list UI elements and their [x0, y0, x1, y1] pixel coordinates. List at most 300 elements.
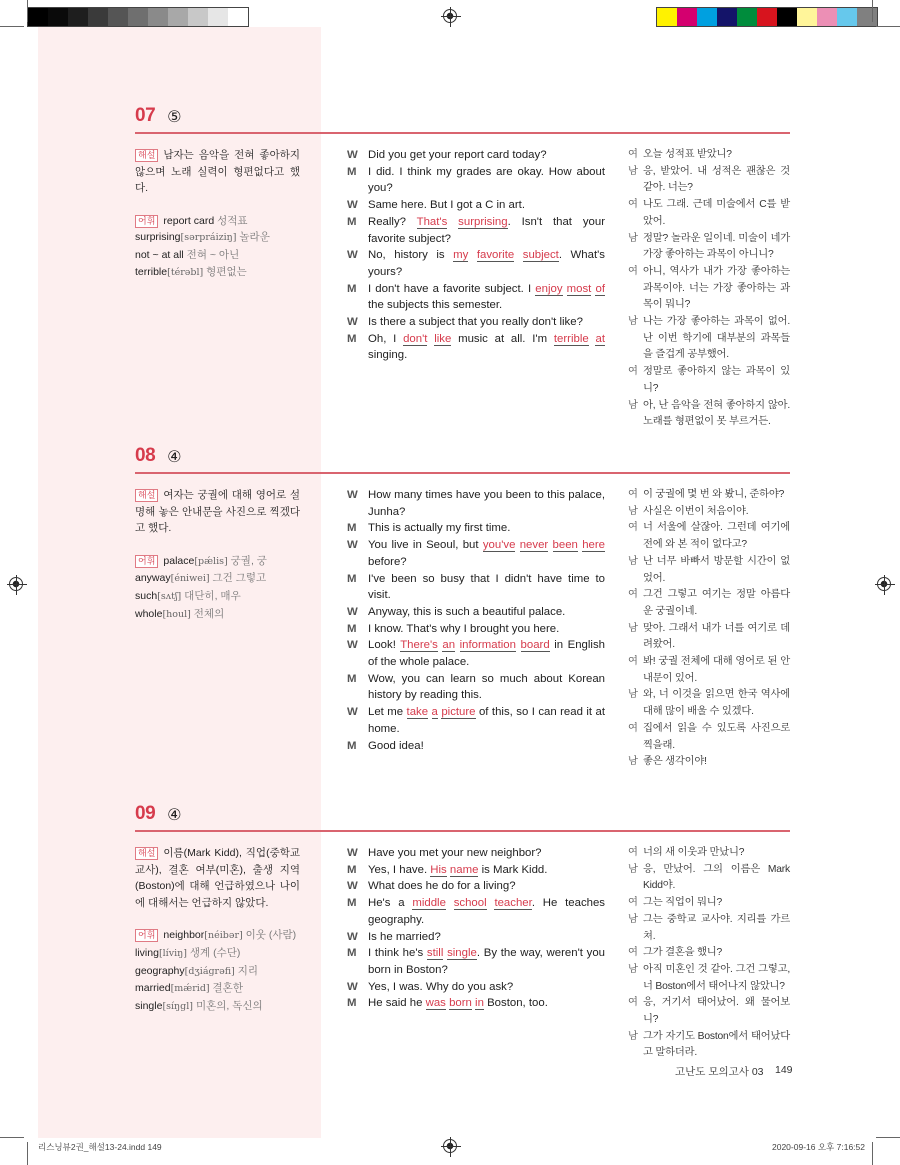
dialogue-line [347, 571, 605, 604]
crop-mark [872, 0, 873, 22]
dialogue-line [347, 147, 605, 164]
translation-text: 정말? 놀라운 일이네. 미술이 네가 가장 좋아하는 과목이 아니니? [643, 232, 790, 261]
translation-line [628, 895, 790, 912]
slug-filename: 리스닝뷰2권_해설13-24.indd 149 [38, 1142, 162, 1152]
speaker-label: M [347, 572, 357, 585]
speaker-label: 남 [628, 689, 638, 701]
translation-line [628, 962, 790, 995]
explanation [135, 487, 300, 537]
vocab-tag: 어휘 [135, 555, 158, 568]
dialogue-fragment: of this, so I can read it at home. [368, 706, 606, 735]
explanation-tag: 해설 [135, 847, 158, 860]
translation-line [628, 945, 790, 962]
translation-text: 정말로 좋아하지 않는 과목이 있니? [643, 366, 790, 394]
translation-text: 그건 그렇고 여기는 정말 아름다운 궁궐이네. [643, 589, 790, 617]
speaker-label: M [347, 165, 357, 178]
section-header [135, 105, 790, 134]
dialogue-fragment: Oh, I [368, 332, 404, 345]
color-swatch [28, 8, 48, 26]
key-phrase: my [453, 249, 469, 262]
dialogue-text [368, 704, 605, 737]
slug-date: 2020-09-16 오후 7:16:52 [772, 1142, 865, 1152]
translation-text: 그는 직업이 뭐니? [643, 897, 723, 909]
dialogue-line [347, 331, 605, 364]
dialogue-fragment: Boston, too. [483, 997, 548, 1010]
translation-text: 맞아. 그래서 내가 너를 여기로 데려왔어. [643, 622, 790, 651]
speaker-label: 남 [628, 232, 638, 244]
translation-line [628, 314, 790, 364]
key-phrase: here [582, 539, 605, 552]
translation-text: 아니, 역사가 내가 가장 좋아하는 과목이야. 너는 가장 좋아하는 과목이 뭐니? [643, 265, 790, 311]
speaker-label: M [347, 863, 357, 876]
translation-line [628, 845, 790, 862]
speaker-label: W [347, 199, 358, 212]
crop-mark [0, 26, 24, 27]
vocab-word: such [135, 589, 158, 602]
speaker-label: W [347, 639, 358, 652]
dialogue-fragment: Look! [368, 639, 401, 652]
dialogue-fragment: . By the way, weren't you born in Boston? [368, 947, 605, 976]
question-number: 07 [135, 105, 156, 126]
vocab-word: surprising [135, 231, 181, 244]
key-phrase: an [442, 639, 456, 652]
speaker-label: 여 [628, 149, 638, 160]
dialogue-text [368, 571, 605, 604]
crop-mark [872, 1142, 873, 1165]
color-swatch [697, 8, 717, 26]
translation-text: 나도 그래. 근데 미술에서 C를 받았어. [643, 199, 790, 227]
translation-line [628, 231, 790, 264]
vocab-item [135, 963, 300, 981]
speaker-label: 여 [628, 522, 638, 534]
speaker-label: 남 [628, 316, 638, 328]
key-phrase: There's [400, 639, 438, 652]
vocab-pronunciation: [sərpráiziŋ] [180, 232, 237, 244]
color-swatch [68, 8, 88, 26]
dialogue-fragment: He's a [368, 897, 413, 910]
key-phrase: subject [522, 249, 559, 262]
key-phrase: like [434, 332, 452, 345]
dialogue-text [368, 845, 605, 862]
translation-text: 아, 난 음악을 전혀 좋아하지 않아. 노래를 형편없이 못 부르거든. [643, 399, 790, 428]
section-header [135, 445, 790, 474]
speaker-label: M [347, 522, 357, 535]
speaker-label: 남 [628, 963, 638, 975]
speaker-label: W [347, 605, 358, 618]
speaker-label: W [347, 249, 358, 262]
dialogue-fragment: This is actually my first time. [368, 522, 511, 535]
translation-text: 그는 중학교 교사야. 지리를 가르쳐. [643, 913, 790, 942]
translation-text: 집에서 읽을 수 있도록 사진으로 찍을래. [643, 722, 790, 751]
speaker-label: M [347, 997, 357, 1010]
color-swatch [857, 8, 877, 26]
answer-choice: ④ [167, 807, 182, 824]
dialogue-text [368, 331, 605, 364]
vocab-meaning: 놀라운 [239, 231, 270, 244]
translation-line [628, 1029, 790, 1062]
color-swatch [48, 8, 68, 26]
speaker-label: 여 [628, 199, 638, 211]
vocab-meaning: 미혼의, 독신의 [195, 999, 263, 1012]
speaker-label: 여 [628, 847, 638, 858]
dialogue-fragment: He said he [368, 997, 426, 1010]
vocab-item [135, 247, 300, 264]
vocab-item [135, 213, 300, 230]
key-phrase: don't [403, 332, 428, 345]
speaker-label: 여 [628, 589, 638, 601]
crop-mark [27, 1142, 28, 1165]
vocab-word: anyway [135, 572, 171, 585]
dialogue-fragment [516, 639, 521, 651]
dialogue-text [368, 738, 605, 755]
speaker-label: M [347, 897, 357, 910]
speaker-label: 남 [628, 555, 638, 567]
dialogue-fragment: Did you get your report card today? [368, 149, 547, 161]
color-swatch [108, 8, 128, 26]
vocab-item [135, 998, 300, 1016]
speaker-label: 여 [628, 947, 638, 959]
vocab-word: single [135, 999, 163, 1012]
color-swatch [717, 8, 737, 26]
translation-line [628, 398, 790, 431]
vocab-pronunciation: [síŋgl] [162, 1000, 194, 1012]
dialogue-text [368, 214, 605, 247]
vocab-list [135, 213, 300, 281]
translation-line [628, 197, 790, 230]
translation-text: 이 궁궐에 몇 번 와 봤니, 준하야? [643, 489, 785, 500]
vocab-word: living [135, 946, 159, 959]
dialogue-line [347, 197, 605, 214]
vocab-pronunciation: [térəbl] [167, 266, 204, 278]
dialogue-fragment: You live in Seoul, but [368, 539, 483, 552]
color-swatch [188, 8, 208, 26]
vocab-item [135, 588, 300, 606]
vocab-meaning: 형편없는 [206, 265, 247, 278]
dialogue-text [368, 895, 605, 928]
speaker-label: 남 [628, 399, 638, 411]
translation-line [628, 554, 790, 587]
explanation-tag: 해설 [135, 489, 158, 502]
translation-line [628, 264, 790, 314]
translation-text: 너의 새 이웃과 만났니? [643, 847, 745, 858]
dialogue-text [368, 281, 605, 314]
speaker-label: W [347, 930, 358, 943]
dialogue-text [368, 637, 605, 670]
dialogue-line [347, 314, 605, 331]
speaker-label: 남 [628, 622, 638, 634]
speaker-label: W [347, 847, 358, 859]
dialogue-fragment: Same here. But I got a C in art. [368, 199, 526, 212]
translation-line [628, 487, 790, 504]
vocab-word: neighbor [163, 929, 205, 942]
dialogue-fragment: Really? [368, 215, 417, 228]
translation-line [628, 721, 790, 754]
speaker-label: W [347, 316, 358, 329]
vocab-meaning: 생계 (수단) [189, 946, 241, 959]
speaker-label: 남 [628, 913, 638, 925]
translation-text: 응, 받았어. 내 성적은 괜찮은 것 같아. 너는? [643, 165, 790, 194]
dialogue-fragment: I did. I think my grades are okay. How about you? [368, 165, 605, 195]
color-swatch [208, 8, 228, 26]
vocab-item [135, 570, 300, 588]
translation-line [628, 587, 790, 620]
question-number: 08 [135, 445, 156, 466]
key-phrase: never [519, 539, 549, 552]
vocab-meaning: 성적표 [217, 214, 248, 227]
dialogue-script [347, 845, 605, 1012]
dialogue-line [347, 621, 605, 638]
dialogue-line [347, 281, 605, 314]
dialogue-text [368, 247, 605, 280]
key-phrase: middle [412, 897, 446, 910]
dialogue-fragment: is Mark Kidd. [478, 863, 548, 876]
dialogue-fragment: Have you met your new neighbor? [368, 847, 542, 859]
color-swatch [88, 8, 108, 26]
color-swatch [657, 8, 677, 26]
translation-column [628, 487, 790, 771]
speaker-label: M [347, 622, 357, 635]
key-phrase: That's [416, 215, 448, 228]
registration-mark-icon [443, 9, 457, 23]
vocab-pronunciation: [dʒiágrəfi] [184, 965, 235, 977]
question-section [135, 803, 790, 1059]
key-phrase: information [459, 639, 516, 652]
speaker-label: M [347, 947, 357, 960]
translation-line [628, 754, 790, 771]
answer-choice: ④ [167, 449, 182, 466]
key-phrase: favorite [476, 249, 515, 262]
vocab-meaning: 전혀 ~ 아닌 [186, 248, 240, 261]
dialogue-text [368, 945, 605, 978]
color-swatch [737, 8, 757, 26]
vocab-word: palace [163, 554, 195, 567]
translation-line [628, 504, 790, 521]
dialogue-fragment: How many times have you been to this palace, Junha? [368, 489, 605, 518]
explanation-text: 여자는 궁궐에 대해 영어로 설명해 놓은 안내문을 사진으로 찍겠다고 했다. [135, 489, 300, 535]
dialogue-line [347, 214, 605, 247]
color-swatch [168, 8, 188, 26]
question-section [135, 445, 790, 768]
dialogue-text [368, 604, 605, 621]
vocab-item [135, 927, 300, 945]
translation-text: 응, 거기서 태어났어. 왜 물어보니? [643, 997, 790, 1026]
vocab-item [135, 980, 300, 998]
dialogue-line [347, 520, 605, 537]
vocab-meaning: 지리 [237, 964, 258, 977]
dialogue-line [347, 895, 605, 928]
vocab-pronunciation: [éniwei] [170, 573, 210, 585]
dialogue-line [347, 995, 605, 1012]
explanation-column [135, 845, 300, 1015]
dialogue-line [347, 247, 605, 280]
dialogue-fragment: in English of the whole palace. [368, 639, 605, 669]
dialogue-fragment: I don't have a favorite subject. I [368, 282, 536, 295]
speaker-label: W [347, 980, 358, 993]
speaker-label: 여 [628, 722, 638, 734]
grayscale-color-bar [27, 7, 249, 27]
color-swatch [757, 8, 777, 26]
explanation-text: 남자는 음악을 전혀 좋아하지 않으며 노래 실력이 형편없다고 했다. [135, 149, 300, 195]
vocab-word: report card [163, 214, 215, 227]
color-swatch [797, 8, 817, 26]
vocab-word: not ~ at all [135, 248, 184, 261]
dialogue-line [347, 738, 605, 755]
translation-line [628, 164, 790, 197]
vocab-tag: 어휘 [135, 215, 158, 228]
dialogue-fragment: Good idea! [368, 739, 424, 752]
speaker-label: 여 [628, 366, 638, 378]
translation-line [628, 995, 790, 1028]
key-phrase: still [426, 947, 444, 960]
translation-text: 그가 자기도 Boston에서 태어났다고 말하더라. [643, 1030, 790, 1059]
dialogue-line [347, 878, 605, 895]
color-swatch [777, 8, 797, 26]
dialogue-fragment [468, 249, 477, 261]
section-header [135, 803, 790, 832]
speaker-label: 남 [628, 1030, 638, 1042]
dialogue-text [368, 314, 605, 331]
vocab-tag: 어휘 [135, 929, 158, 942]
explanation-tag: 해설 [135, 149, 158, 162]
key-phrase: terrible [553, 332, 589, 345]
dialogue-text [368, 197, 605, 214]
dialogue-fragment: Wow, you can learn so much about Korean history by reading this. [368, 672, 605, 702]
key-phrase: board [520, 639, 550, 652]
translation-text: 아직 미혼인 것 같아. 그건 그렇고, 너 Boston에서 태어나지 않았니? [643, 963, 790, 992]
dialogue-line [347, 704, 605, 737]
speaker-label: 여 [628, 489, 638, 500]
speaker-label: 여 [628, 997, 638, 1009]
dialogue-text [368, 487, 605, 520]
dialogue-script [347, 487, 605, 754]
key-phrase: single [447, 947, 477, 960]
translation-text: 너 서울에 살잖아. 그런데 여기에 전에 와 본 적이 없다고? [643, 522, 790, 551]
dialogue-line [347, 845, 605, 862]
translation-text: 사실은 이번이 처음이야. [643, 505, 749, 517]
dialogue-fragment: Let me [368, 706, 407, 719]
translation-text: 오늘 성적표 받았니? [643, 149, 732, 160]
dialogue-fragment [447, 216, 458, 228]
translation-text: 나는 가장 좋아하는 과목이 없어. 난 이번 학기에 대부분의 과목들을 즐겁게 공부했어. [643, 316, 790, 361]
question-section [135, 105, 790, 428]
translation-line [628, 621, 790, 654]
vocab-pronunciation: [néibər] [204, 930, 243, 942]
dialogue-text [368, 979, 605, 996]
speaker-label: 여 [628, 656, 638, 668]
answer-choice: ⑤ [167, 109, 182, 126]
key-phrase: was [425, 997, 446, 1010]
key-phrase: in [475, 997, 484, 1010]
dialogue-fragment: music at all. I'm [451, 332, 554, 345]
key-phrase: a [431, 706, 438, 719]
dialogue-text [368, 671, 605, 704]
dialogue-text [368, 164, 605, 197]
dialogue-fragment: . He teaches geography. [368, 897, 606, 926]
dialogue-fragment: I've been so busy that I didn't have time to visit. [368, 572, 605, 602]
key-phrase: name [449, 863, 479, 876]
key-phrase: at [595, 332, 605, 345]
dialogue-line [347, 862, 605, 879]
vocab-item [135, 264, 300, 282]
vocab-word: geography [135, 964, 185, 977]
dialogue-line [347, 671, 605, 704]
vocab-word: whole [135, 607, 163, 620]
question-number: 09 [135, 803, 156, 824]
dialogue-line [347, 979, 605, 996]
speaker-label: 남 [628, 863, 638, 875]
vocab-word: terrible [135, 265, 168, 278]
key-phrase: take [406, 706, 429, 719]
dialogue-line [347, 487, 605, 520]
dialogue-line [347, 929, 605, 946]
key-phrase: most [566, 282, 592, 295]
speaker-label: W [347, 539, 358, 552]
dialogue-text [368, 147, 605, 164]
dialogue-text [368, 862, 605, 879]
explanation-column [135, 147, 300, 281]
translation-column [628, 147, 790, 431]
vocab-pronunciation: [líviŋ] [158, 947, 187, 959]
vocab-meaning: 이웃 (사람) [245, 929, 297, 942]
translation-text: 그가 결혼을 했니? [643, 947, 723, 959]
speaker-label: 여 [628, 265, 638, 277]
dialogue-fragment: Is he married? [368, 930, 441, 943]
dialogue-fragment [446, 897, 454, 909]
speaker-label: M [347, 282, 357, 295]
speaker-label: W [347, 149, 358, 161]
key-phrase: been [552, 539, 578, 552]
vocab-pronunciation: [sʌtʃ] [157, 590, 182, 602]
dialogue-text [368, 520, 605, 537]
vocab-pronunciation: [pǽlis] [194, 555, 228, 567]
speaker-label: M [347, 332, 357, 345]
speaker-label: 여 [628, 897, 638, 909]
translation-line [628, 862, 790, 895]
dialogue-fragment [514, 249, 523, 261]
dialogue-script [347, 147, 605, 364]
speaker-label: M [347, 215, 357, 228]
translation-line [628, 687, 790, 720]
key-phrase: born [449, 997, 472, 1010]
dialogue-fragment [455, 639, 460, 651]
translation-text: 와, 너 이것을 읽으면 한국 역사에 대해 많이 배울 수 있겠다. [643, 689, 790, 718]
vocab-list [135, 553, 300, 623]
vocab-item [135, 553, 300, 571]
speaker-label: 남 [628, 505, 638, 517]
vocab-word: married [135, 982, 171, 995]
dialogue-fragment: I think he's [368, 947, 427, 960]
crop-mark [27, 0, 28, 22]
key-phrase: enjoy [535, 282, 563, 295]
color-swatch [817, 8, 837, 26]
registration-mark-icon [877, 577, 891, 591]
dialogue-fragment [548, 539, 552, 551]
speaker-label: 남 [628, 165, 638, 177]
vocab-meaning: 궁궐, 궁 [230, 554, 267, 567]
translation-line [628, 520, 790, 553]
key-phrase: picture [441, 706, 476, 719]
translation-text: 응, 만났어. 그의 이름은 Mark Kidd야. [643, 863, 790, 892]
key-phrase: you've [482, 539, 516, 552]
dialogue-fragment: the subjects this semester. [368, 299, 503, 312]
key-phrase: school [453, 897, 487, 910]
vocab-meaning: 결혼한 [212, 982, 243, 995]
dialogue-fragment [428, 706, 431, 718]
dialogue-line [347, 945, 605, 978]
vocab-pronunciation: [mǽrid] [170, 983, 210, 995]
speaker-label: W [347, 706, 358, 719]
vocab-meaning: 그건 그렇고 [212, 572, 267, 585]
